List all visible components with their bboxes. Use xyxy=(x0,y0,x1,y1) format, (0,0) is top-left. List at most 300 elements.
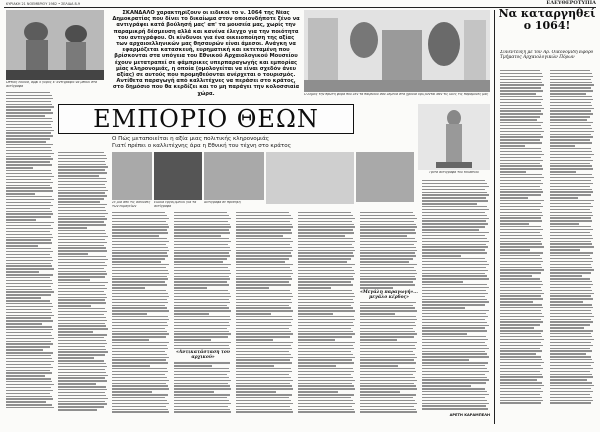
text-line xyxy=(112,371,168,372)
text-line xyxy=(236,339,273,340)
text-line xyxy=(500,278,540,279)
text-line xyxy=(550,177,594,178)
text-line xyxy=(236,293,292,294)
text-line xyxy=(550,249,580,250)
text-line xyxy=(422,284,487,285)
text-line xyxy=(298,411,355,412)
text-line xyxy=(174,226,231,227)
text-line xyxy=(174,273,231,274)
text-line xyxy=(236,290,290,291)
text-line xyxy=(422,273,485,274)
text-line xyxy=(6,211,52,212)
text-line xyxy=(550,310,591,311)
text-line xyxy=(236,394,292,395)
text-line xyxy=(236,229,291,230)
caption-top-middle: Ο Δήμος την πρώτη φορά που δεν τα παίρνουν σαν δεμένα στα χρόνια ορίζουνται σαν τις ίδιες τις παραμονές μας xyxy=(304,93,489,96)
text-line xyxy=(500,148,541,149)
text-line xyxy=(6,237,53,238)
text-line xyxy=(58,262,105,263)
text-line xyxy=(550,287,591,288)
text-line xyxy=(500,388,541,389)
text-line xyxy=(500,272,541,273)
text-line xyxy=(58,230,105,231)
text-line xyxy=(112,348,168,349)
text-line xyxy=(6,147,51,148)
text-line xyxy=(236,380,293,381)
text-line xyxy=(550,189,592,190)
text-line xyxy=(58,403,107,404)
text-line xyxy=(550,102,591,103)
text-line xyxy=(500,87,541,88)
text-line xyxy=(298,264,355,265)
text-line xyxy=(500,142,542,143)
text-line xyxy=(500,154,544,155)
text-line xyxy=(422,330,487,331)
text-line xyxy=(500,119,537,120)
text-line xyxy=(6,260,53,261)
text-line xyxy=(58,291,104,292)
text-line xyxy=(174,267,228,268)
text-line xyxy=(550,203,591,204)
text-line xyxy=(6,112,53,113)
text-line xyxy=(550,90,593,91)
statue-illustration xyxy=(418,104,490,170)
text-line xyxy=(236,307,291,308)
text-line xyxy=(58,297,107,298)
text-line xyxy=(174,383,228,384)
text-line xyxy=(500,269,544,270)
text-line xyxy=(112,377,167,378)
text-line xyxy=(112,345,167,346)
text-line xyxy=(500,186,540,187)
text-line xyxy=(422,246,488,247)
text-line xyxy=(422,270,488,271)
text-line xyxy=(360,391,400,392)
text-line xyxy=(422,336,486,337)
text-line xyxy=(500,382,542,383)
text-line xyxy=(360,232,416,233)
text-line xyxy=(298,322,353,323)
text-line xyxy=(6,396,52,397)
text-line xyxy=(422,223,488,224)
text-line xyxy=(422,356,489,357)
text-line xyxy=(550,96,592,97)
text-line xyxy=(550,304,592,305)
text-line xyxy=(550,73,592,74)
text-line xyxy=(6,208,50,209)
text-line xyxy=(550,171,576,172)
text-line xyxy=(550,119,587,120)
text-line xyxy=(500,261,543,262)
text-line xyxy=(550,376,593,377)
sidebar-column-2 xyxy=(550,70,594,422)
text-line xyxy=(360,235,407,236)
text-line xyxy=(422,362,488,363)
text-line xyxy=(550,79,591,80)
text-line xyxy=(422,258,485,259)
text-line xyxy=(360,394,416,395)
text-line xyxy=(112,313,147,314)
text-line xyxy=(6,132,51,133)
text-line xyxy=(298,333,355,334)
text-line xyxy=(500,345,543,346)
text-line xyxy=(500,293,544,294)
text-line xyxy=(422,325,489,326)
text-line xyxy=(6,294,51,295)
text-line xyxy=(174,278,230,279)
text-line xyxy=(500,301,533,302)
text-line xyxy=(58,282,108,283)
text-line xyxy=(6,361,54,362)
text-line xyxy=(422,333,467,334)
text-line xyxy=(298,212,351,213)
text-line xyxy=(6,306,53,307)
text-line xyxy=(500,105,542,106)
text-column-2 xyxy=(58,152,108,422)
text-line xyxy=(500,368,543,369)
text-line xyxy=(360,351,413,352)
text-line xyxy=(550,206,593,207)
text-line xyxy=(422,197,486,198)
text-line xyxy=(174,365,212,366)
text-line xyxy=(550,220,592,221)
text-line xyxy=(500,134,541,135)
text-line xyxy=(174,276,229,277)
text-line xyxy=(298,357,355,358)
text-line xyxy=(58,363,106,364)
text-line xyxy=(58,354,105,355)
text-line xyxy=(6,202,51,203)
text-line xyxy=(6,384,54,385)
text-line xyxy=(6,283,53,284)
text-line xyxy=(112,290,166,291)
text-line xyxy=(550,246,594,247)
text-line xyxy=(298,359,352,360)
text-line xyxy=(550,321,593,322)
text-line xyxy=(6,167,33,168)
text-line xyxy=(550,356,591,357)
text-line xyxy=(174,388,231,389)
text-line xyxy=(360,348,416,349)
text-line xyxy=(298,244,352,245)
text-line xyxy=(298,250,355,251)
text-line xyxy=(360,368,415,369)
text-line xyxy=(500,102,541,103)
text-line xyxy=(550,252,593,253)
text-line xyxy=(500,79,541,80)
text-line xyxy=(550,154,594,155)
text-line xyxy=(174,333,231,334)
text-line xyxy=(112,255,168,256)
text-line xyxy=(500,362,544,363)
text-line xyxy=(360,212,413,213)
text-line xyxy=(360,313,395,314)
workshop-illustration xyxy=(304,10,490,92)
text-line xyxy=(550,350,592,351)
text-line xyxy=(422,385,471,386)
text-line xyxy=(550,258,592,259)
text-line xyxy=(298,354,353,355)
text-line xyxy=(360,336,414,337)
text-line xyxy=(550,105,592,106)
text-line xyxy=(360,400,415,401)
text-line xyxy=(550,284,593,285)
text-line xyxy=(360,339,397,340)
text-line xyxy=(112,247,168,248)
text-line xyxy=(112,250,169,251)
text-line xyxy=(500,385,544,386)
text-line xyxy=(298,307,353,308)
text-line xyxy=(58,198,104,199)
text-line xyxy=(422,299,487,300)
text-line xyxy=(174,397,227,398)
text-line xyxy=(6,370,50,371)
sidebar-deck: Συνέντευξη με τον Αρ. Οικονομίδη Εφορο Τμήματος Αρχαιολογικών Πόρων xyxy=(500,50,594,61)
text-line xyxy=(422,304,485,305)
text-line xyxy=(58,233,106,234)
text-line xyxy=(236,374,289,375)
text-line xyxy=(500,241,541,242)
text-line xyxy=(58,268,104,269)
text-line xyxy=(298,362,354,363)
text-line xyxy=(550,110,591,111)
text-line xyxy=(112,328,165,329)
text-line xyxy=(58,265,107,266)
text-line xyxy=(6,375,45,376)
text-line xyxy=(6,346,50,347)
text-line xyxy=(112,409,168,410)
text-line xyxy=(6,176,54,177)
text-line xyxy=(6,95,52,96)
text-line xyxy=(550,87,591,88)
text-line xyxy=(550,264,591,265)
text-line xyxy=(6,245,38,246)
text-line xyxy=(550,307,593,308)
text-line xyxy=(360,226,417,227)
text-line xyxy=(422,206,487,207)
text-line xyxy=(174,296,231,297)
text-line xyxy=(58,401,105,402)
text-line xyxy=(236,331,291,332)
text-line xyxy=(500,226,541,227)
text-line xyxy=(550,113,593,114)
text-line xyxy=(236,252,291,253)
photo-bottom-2 xyxy=(154,152,202,200)
text-line xyxy=(112,224,168,225)
text-line xyxy=(58,406,104,407)
text-line xyxy=(236,357,293,358)
text-line xyxy=(112,380,169,381)
text-line xyxy=(174,339,211,340)
text-line xyxy=(112,388,169,389)
text-line xyxy=(422,316,488,317)
text-line xyxy=(6,153,54,154)
text-line xyxy=(112,385,168,386)
statues-illustration xyxy=(6,10,104,80)
text-line xyxy=(6,182,53,183)
text-line xyxy=(500,232,540,233)
text-line xyxy=(550,278,590,279)
text-line xyxy=(236,313,271,314)
text-line xyxy=(360,252,415,253)
text-line xyxy=(500,194,541,195)
text-line xyxy=(6,124,51,125)
photo-statue-right xyxy=(418,104,490,170)
text-line xyxy=(174,325,230,326)
text-line xyxy=(360,224,416,225)
text-line xyxy=(58,236,108,237)
text-line xyxy=(550,125,591,126)
text-line xyxy=(58,169,105,170)
text-line xyxy=(550,379,587,380)
text-line xyxy=(550,108,594,109)
text-line xyxy=(500,93,536,94)
text-line xyxy=(6,130,54,131)
text-line xyxy=(174,394,230,395)
text-line xyxy=(6,271,39,272)
text-line xyxy=(112,336,166,337)
text-line xyxy=(174,377,229,378)
text-line xyxy=(236,267,290,268)
text-line xyxy=(422,391,487,392)
text-line xyxy=(500,136,543,137)
text-line xyxy=(58,314,104,315)
text-line xyxy=(422,310,489,311)
text-line xyxy=(550,116,590,117)
text-line xyxy=(500,284,543,285)
text-line xyxy=(360,264,417,265)
text-line xyxy=(360,241,417,242)
text-line xyxy=(174,247,230,248)
lead-paragraph: ΣΚΑΝΔΑΛΟ χαρακτηρίζουν οι ειδικοί το ν. 1064 της Νέας Δημοκρατίας που δίνει το δικαίωμα στον οποιονδήποτε ξένο να αντιγράφει κατά βούλησή μας' απ' τα μουσεία μας, χωρίς την παραμικρή δέσμευση αλλά και κανένα έλεγχο για την ποιότητα του αντιγράφου. Οι κίνδυνοι για ένα οικειοποίηση της αξίας των αρχαιοελληνικών μας θησαυρών είναι άμεσοι. Ανάγκη να εφαρμόζεται κατασκευή, ευρηματική και εκτεταμένη που βρίσκονται στα υπόγεια του Εθνικού Αρχαιολογικού Μουσείου έχουν μετατραπεί σε φάμπρικες υπερπαραγωγής και εμπορίας μίας κληρονομιάς, η οποία (ομολογείται να είναι σχεδόν άνευ αξίας) σε αυτούς που προμηθεύονται ανέρχεται ο τουρισμός. Αντίθετα παραγωγή από καλλιτέχνες να περάσει στο κράτος, στο δημόσιο που θα κερδίζει και το μη παράγει την κολοσσιαία χώρα. xyxy=(112,10,300,96)
text-line xyxy=(298,281,351,282)
text-line xyxy=(112,273,169,274)
text-line xyxy=(360,261,409,262)
text-line xyxy=(550,212,592,213)
text-line xyxy=(550,319,591,320)
text-line xyxy=(422,287,489,288)
text-line xyxy=(422,229,479,230)
text-line xyxy=(112,357,169,358)
text-line xyxy=(500,295,541,296)
text-line xyxy=(58,395,106,396)
text-line xyxy=(6,225,51,226)
text-line xyxy=(500,197,528,198)
text-line xyxy=(112,310,169,311)
text-line xyxy=(236,409,292,410)
text-line xyxy=(422,353,487,354)
text-line xyxy=(500,342,541,343)
running-head: ΚΥΡΙΑΚΗ 21 ΝΟΕΜΒΡΙΟΥ 1982 • ΣΕΛΙΔΑ 8-9 xyxy=(6,2,81,6)
text-line xyxy=(174,250,231,251)
text-line xyxy=(422,293,488,294)
text-line xyxy=(500,116,540,117)
text-line xyxy=(236,261,285,262)
text-line xyxy=(500,400,543,401)
text-line xyxy=(236,218,293,219)
text-line xyxy=(500,350,542,351)
text-line xyxy=(174,371,230,372)
text-line xyxy=(6,228,53,229)
text-line xyxy=(236,351,289,352)
text-line xyxy=(500,177,544,178)
text-line xyxy=(422,244,486,245)
text-line xyxy=(58,285,105,286)
text-line xyxy=(500,402,541,403)
text-line xyxy=(550,281,592,282)
text-line xyxy=(360,247,416,248)
text-line xyxy=(58,366,107,367)
text-line xyxy=(58,250,107,251)
text-line xyxy=(360,388,417,389)
text-line xyxy=(6,164,52,165)
text-line xyxy=(174,391,214,392)
text-line xyxy=(236,241,293,242)
text-line xyxy=(422,226,485,227)
text-line xyxy=(236,385,292,386)
text-line xyxy=(550,232,590,233)
text-line xyxy=(550,269,594,270)
text-line xyxy=(298,302,354,303)
text-line xyxy=(298,218,355,219)
text-column-3 xyxy=(112,212,170,422)
text-line xyxy=(58,386,106,387)
text-line xyxy=(500,310,541,311)
text-line xyxy=(550,238,593,239)
text-line xyxy=(360,380,417,381)
text-line xyxy=(298,339,335,340)
text-line xyxy=(58,216,105,217)
text-line xyxy=(360,354,415,355)
text-line xyxy=(58,331,93,332)
text-line xyxy=(58,155,106,156)
text-line xyxy=(236,258,289,259)
text-line xyxy=(550,131,594,132)
text-line xyxy=(174,212,227,213)
text-line xyxy=(500,255,540,256)
text-line xyxy=(360,357,417,358)
text-line xyxy=(6,323,42,324)
text-line xyxy=(112,411,169,412)
text-line xyxy=(500,281,542,282)
text-line xyxy=(6,234,52,235)
text-line xyxy=(236,368,291,369)
text-line xyxy=(174,299,229,300)
text-line xyxy=(550,348,590,349)
text-line xyxy=(422,278,489,279)
text-line xyxy=(174,310,231,311)
text-line xyxy=(112,403,169,404)
text-line xyxy=(550,336,592,337)
text-line xyxy=(550,168,593,169)
text-line xyxy=(550,316,594,317)
text-line xyxy=(112,406,166,407)
text-line xyxy=(6,248,51,249)
text-line xyxy=(360,238,415,239)
text-line xyxy=(58,247,106,248)
text-line xyxy=(112,400,167,401)
text-line xyxy=(550,226,591,227)
text-line xyxy=(550,324,590,325)
text-line xyxy=(360,255,416,256)
text-line xyxy=(236,388,293,389)
text-line xyxy=(500,339,544,340)
text-line xyxy=(550,368,593,369)
text-line xyxy=(174,302,230,303)
text-line xyxy=(422,209,489,210)
text-line xyxy=(174,368,229,369)
text-line xyxy=(360,310,417,311)
